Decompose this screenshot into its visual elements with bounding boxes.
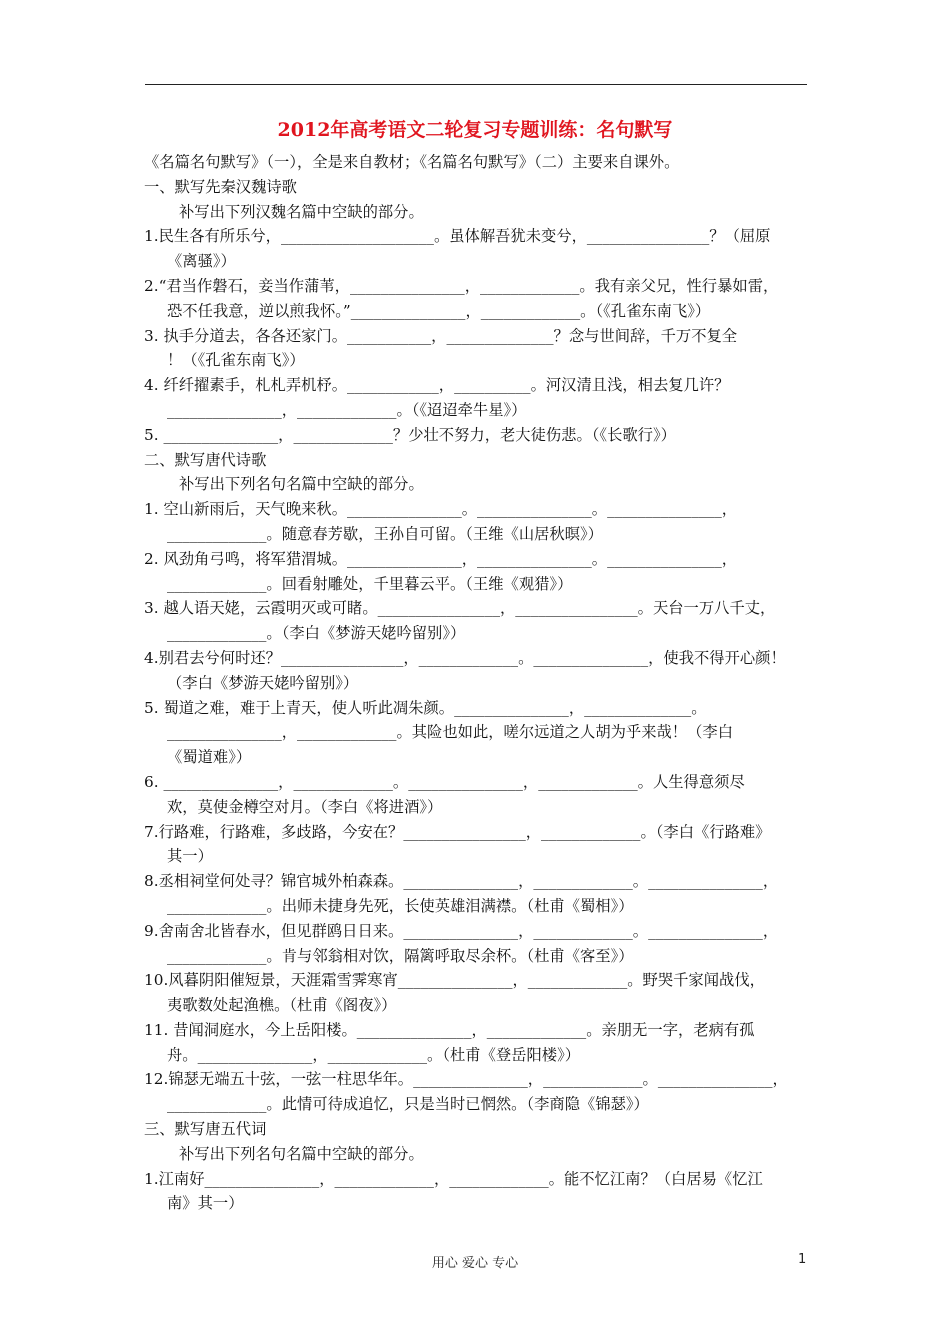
page-title: 2012年高考语文二轮复习专题训练：名句默写 — [277, 119, 673, 141]
text-line: _____________。此情可待成追忆，只是当时已惘然。（李商隐《锦瑟》） — [167, 1095, 649, 1114]
text-line: 3. 执手分道去，各各还家门。___________，______________？念与世间辞，千万不复全 — [144, 326, 738, 345]
text-line: 2.“君当作磐石，妾当作蒲苇，_______________，_____________。我有亲父兄，性行暴如雷， — [144, 276, 779, 295]
text-line: 9.舍南舍北皆春水，但见群鸥日日来。_______________，_____________。_______________， — [144, 921, 779, 940]
text-line: 10.风暮阴阳催短景，天涯霜雪霁寒宵_______________，_____________。野哭千家闻战伐， — [144, 971, 765, 990]
exercise-body — [144, 150, 812, 1216]
text-line: 三、默写唐五代词 — [144, 1120, 267, 1139]
text-line: 南》其一） — [167, 1194, 244, 1213]
text-line: 5. _______________，_____________？少壮不努力，老大徒伤悲。（《长歌行》） — [144, 425, 676, 444]
text-line: 1.民生各有所乐兮，____________________。虽体解吾犹未变兮，________________？（屈原 — [144, 227, 771, 246]
text-line: 一、默写先秦汉魏诗歌 — [144, 177, 297, 196]
text-line: 补写出下列名句名篇中空缺的部分。 — [179, 475, 424, 494]
text-line: _____________。出师未捷身先死，长使英雄泪满襟。（杜甫《蜀相》） — [167, 896, 634, 915]
text-line: 8.丞相祠堂何处寻？锦官城外柏森森。_______________，_____________。_______________， — [144, 872, 779, 891]
text-line: 补写出下列汉魏名篇中空缺的部分。 — [179, 202, 424, 221]
text-line: 1. 空山新雨后，天气晚来秋。_______________。_______________。_______________， — [144, 500, 738, 519]
text-line: 二、默写唐代诗歌 — [144, 450, 267, 469]
text-line: 夷歌数处起渔樵。（杜甫《阁夜》） — [167, 996, 397, 1015]
text-line: _____________。回看射雕处，千里暮云平。（王维《观猎》） — [167, 574, 573, 593]
text-line: 《名篇名句默写》（一），全是来自教材；《名篇名句默写》（二）主要来自课外。 — [144, 153, 680, 171]
header-rule — [145, 84, 807, 85]
text-line: 2. 风劲角弓鸣，将军猎渭城。_______________，_______________。_______________， — [144, 549, 738, 568]
text-line: 12.锦瑟无端五十弦，一弦一柱思华年。_______________，_____________。_______________， — [144, 1070, 788, 1089]
page-number: 1 — [798, 1252, 807, 1267]
text-line: _____________。随意春芳歇，王孙自可留。（王维《山居秋暝》） — [167, 524, 603, 543]
text-line: ！（《孔雀东南飞》） — [167, 351, 305, 370]
text-line: （李白《梦游天姥吟留别》） — [167, 673, 359, 692]
text-line: 恐不任我意，逆以煎我怀。”_______________，_____________。（《孔雀东南飞》） — [167, 301, 711, 320]
text-line: 4.别君去兮何时还？________________，_____________。_______________，使我不得开心颜！ — [144, 648, 786, 667]
text-line: 4. 纤纤擢素手，札札弄机杼。____________，__________。河汉清且浅，相去复几许？ — [144, 376, 730, 395]
text-line: 舟。_______________，_____________。（杜甫《登岳阳楼》） — [167, 1045, 581, 1064]
text-line: _____________。肯与邻翁相对饮，隔篱呼取尽余杯。（杜甫《客至》） — [167, 946, 634, 965]
page-footer: 用心 爱心 专心 — [431, 1256, 519, 1271]
text-line: 5. 蜀道之难，难于上青天，使人听此凋朱颜。_______________，______________。 — [144, 698, 707, 717]
text-line: 《离骚》） — [167, 252, 236, 271]
text-line: _______________，_____________。其险也如此，嗟尔远道之人胡为乎来哉！（李白 — [167, 723, 733, 742]
text-line: 3. 越人语天姥，云霞明灭或可睹。________________，________________。天台一万八千丈， — [144, 599, 776, 618]
text-line: 《蜀道难》） — [167, 748, 252, 767]
text-line: 其一） — [167, 847, 213, 866]
text-line: _____________。（李白《梦游天姥吟留别》） — [167, 624, 466, 643]
text-line: 7.行路难，行路难，多歧路，今安在？________________，_____________。（李白《行路难》 — [144, 822, 771, 841]
text-line: 1.江南好_______________，_____________，_____________。能不忆江南？（白居易《忆江 — [144, 1169, 763, 1188]
text-line: 欢，莫使金樽空对月。（李白《将进酒》） — [167, 797, 443, 816]
text-line: 11. 昔闻洞庭水，今上岳阳楼。_______________，_____________。亲朋无一字，老病有孤 — [144, 1020, 755, 1039]
text-line: 补写出下列名句名篇中空缺的部分。 — [179, 1144, 424, 1163]
text-line: _______________，_____________。（《迢迢牵牛星》） — [167, 400, 527, 419]
text-line: 6. _______________，_____________。_______________，_____________。人生得意须尽 — [144, 772, 745, 791]
